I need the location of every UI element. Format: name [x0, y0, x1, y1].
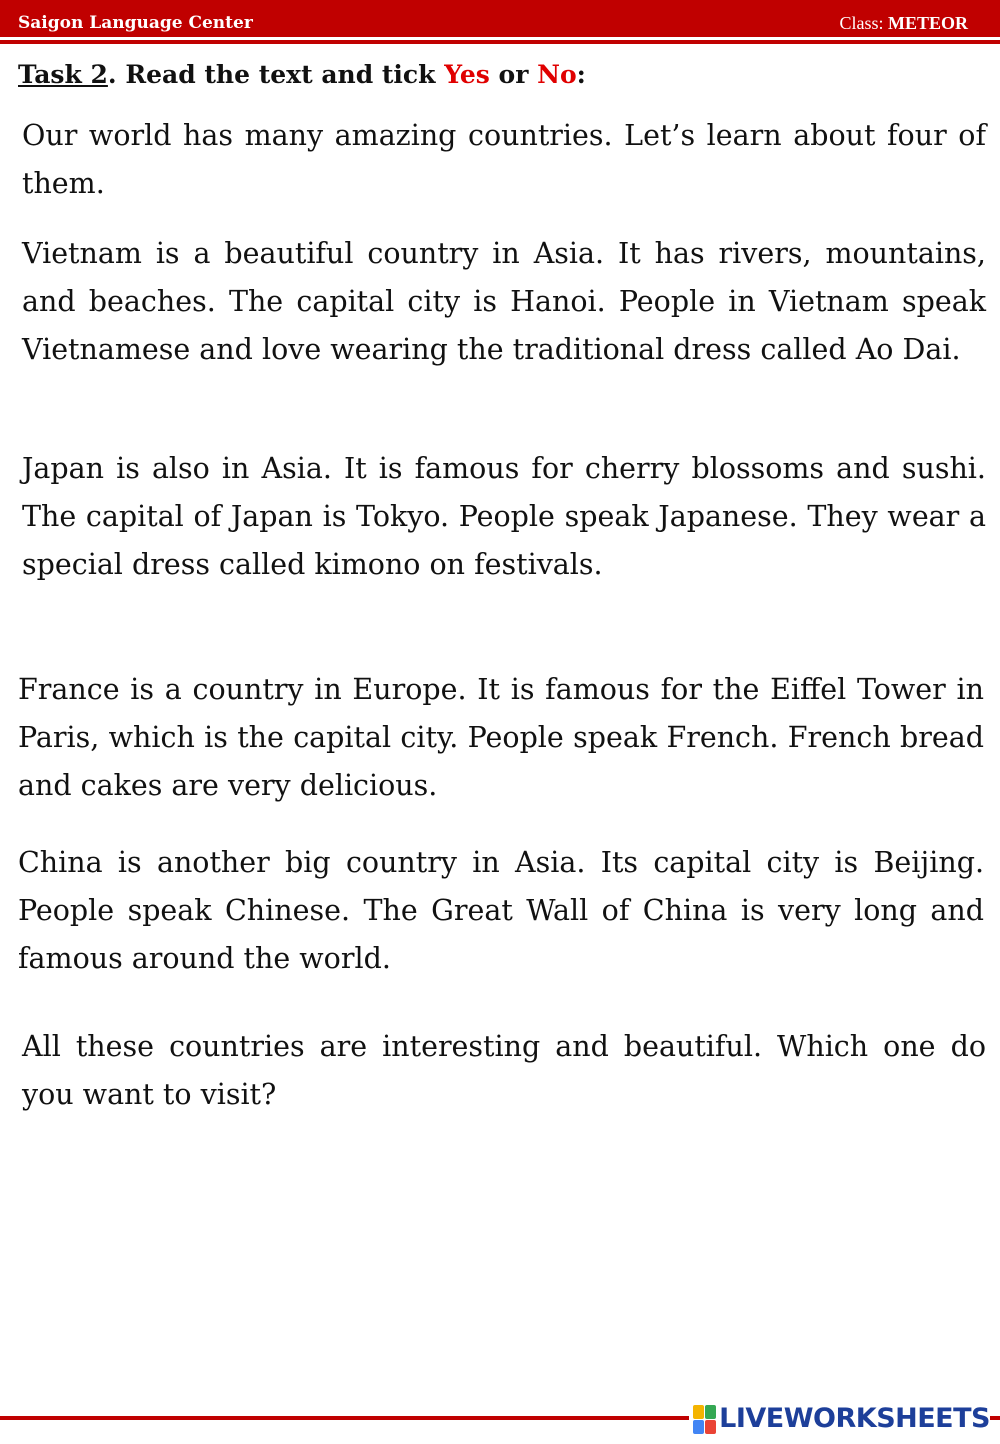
logo-text: LIVEWORKSHEETS — [719, 1403, 990, 1434]
paragraph-france: France is a country in Europe. It is famous for the Eiffel Tower in Paris, which is the capital city. People speak French. French bread and cakes are very delicious. — [18, 673, 984, 802]
task-colon: : — [576, 60, 586, 89]
class-info — [839, 12, 968, 34]
task-connector: or — [489, 60, 538, 89]
header-bar — [0, 0, 1000, 37]
paragraph-japan: Japan is also in Asia. It is famous for cherry blossoms and sushi. The capital of Japan is Tokyo. People speak Japanese. They wear a special dress called kimono on festivals. — [22, 452, 986, 581]
task-instruction: . Read the text and tick — [107, 60, 445, 89]
paragraph-china: China is another big country in Asia. Its capital city is Beijing. People speak Chinese. The Great Wall of China is very long and famous around the world. — [18, 846, 984, 975]
paragraph-closing: All these countries are interesting and beautiful. Which one do you want to visit? — [22, 1030, 986, 1111]
liveworksheets-logo[interactable] — [689, 1402, 990, 1436]
center-name: Saigon Language Center — [18, 13, 253, 33]
no-option-label: No — [537, 60, 577, 89]
header-divider — [0, 40, 1000, 44]
paragraph-vietnam: Vietnam is a beautiful country in Asia. It has rivers, mountains, and beaches. The capital city is Hanoi. People in Vietnam speak Vietnamese and love wearing the traditional dress called Ao Dai. — [22, 237, 986, 366]
class-value: METEOR — [887, 13, 968, 33]
paragraph-intro: Our world has many amazing countries. Let’s learn about four of them. — [22, 119, 986, 200]
yes-option-label: Yes — [444, 60, 490, 89]
task-label: Task 2 — [18, 60, 108, 89]
class-label: Class: — [839, 13, 884, 33]
liveworksheets-logo-icon — [693, 1405, 716, 1434]
task-heading — [18, 58, 586, 92]
